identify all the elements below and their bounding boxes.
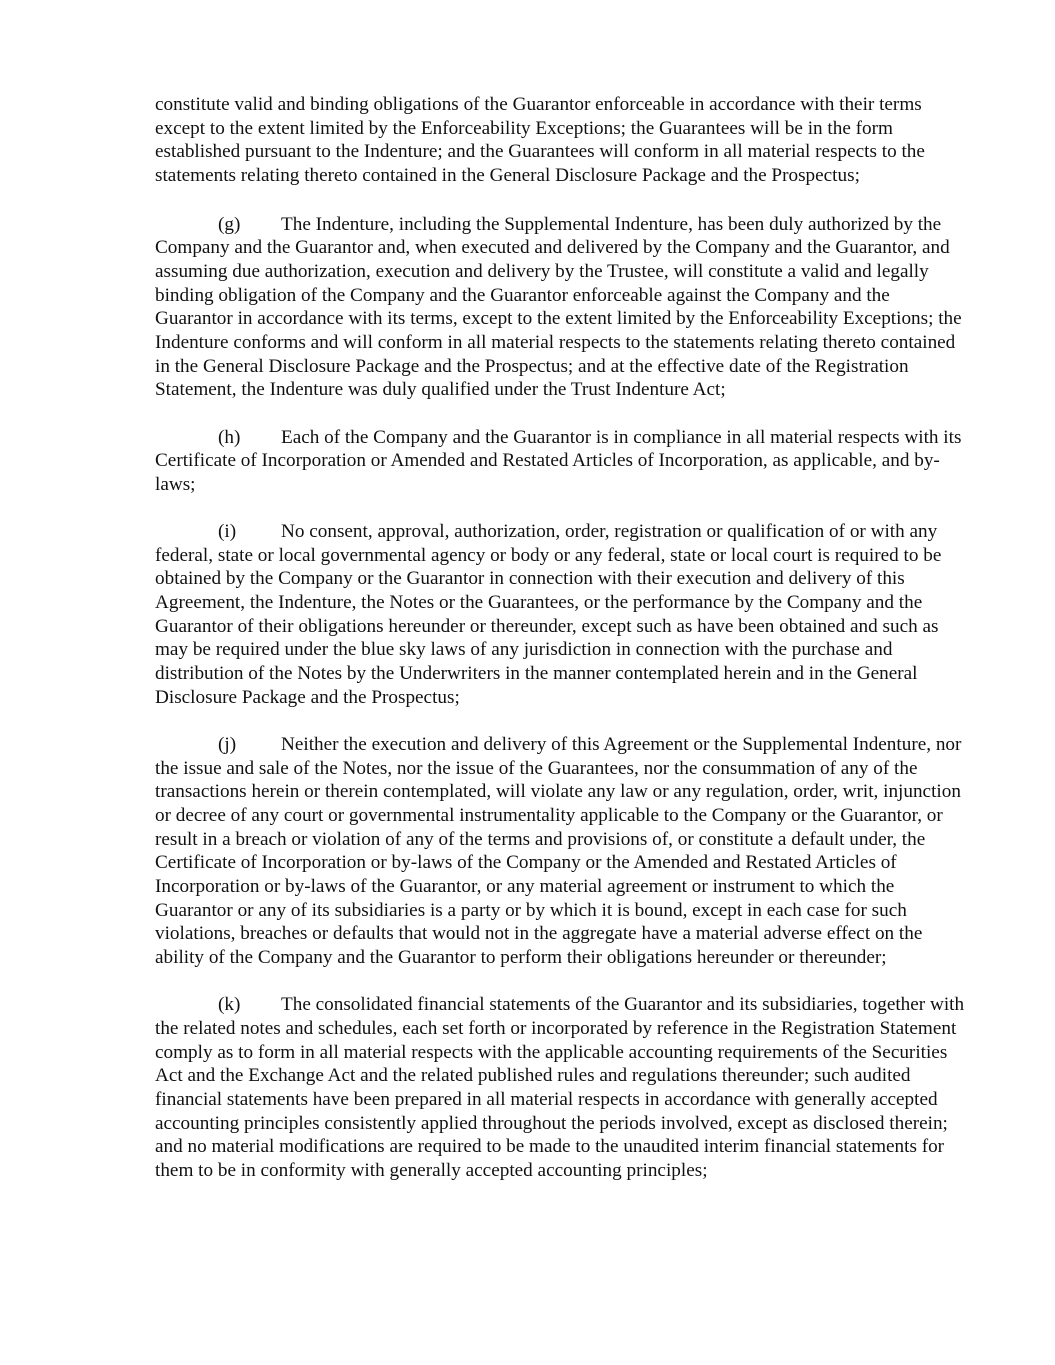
paragraph-label: (k) (218, 994, 241, 1016)
paragraph-text: The Indenture, including the Supplemental Indenture, has been duly authorized by the Company and the Guarantor and, when executed and delivered by the Company and the Guarantor, and assuming due authorization, execution and delivery by the Trustee, will constitute a valid and legally binding obligation of the Company and the Guarantor enforceable against the Company and the Guarantor in accordance with its terms, except to the extent limited by the Enforceability Exceptions; the Indenture conforms and will conform in all material respects to the statements relating thereto contained in the General Disclosure Package and the Prospectus; and at the effective date of the Registration Statement, the Indenture was duly qualified under the Trust Indenture Act; (155, 213, 962, 401)
paragraph-g (155, 213, 967, 402)
paragraph-text: The consolidated financial statements of the Guarantor and its subsidiaries, together with the related notes and schedules, each set forth or incorporated by reference in the Registration Statement comply as to form in all material respects with the applicable accounting requirements of the Securities Act and the Exchange Act and the related published rules and regulations thereunder; such audited financial statements have been prepared in all material respects in accordance with generally accepted accounting principles consistently applied throughout the periods involved, except as disclosed therein; and no material modifications are required to be made to the unaudited interim financial statements for them to be in conformity with generally accepted accounting principles; (155, 994, 965, 1181)
paragraph-h (155, 426, 967, 497)
paragraph-label: (i) (218, 521, 237, 543)
continued-paragraph: constitute valid and binding obligations of the Guarantor enforceable in accordance with their terms except to the extent limited by the Enforceability Exceptions; the Guarantees will be in the form established pursuant to the Indenture; and the Guarantees will conform in all material respects to the statements relating thereto contained in the General Disclosure Package and the Prospectus; (155, 94, 925, 186)
paragraph-label: (h) (218, 426, 241, 448)
paragraph-text: Neither the execution and delivery of this Agreement or the Supplemental Indenture, nor the issue and sale of the Notes, nor the issue of the Guarantees, nor the consummation of any of the transactions herein or therein contemplated, will violate any law or any regulation, order, writ, injunction or decree of any court or governmental instrumentality applicable to the Company or the Guarantor, or result in a breach or violation of any of the terms and provisions of, or constitute a default under, the Certificate of Incorporation or by-laws of the Company or the Amended and Restated Articles of Incorporation or by-laws of the Guarantor, or any material agreement or instrument to which the Guarantor or any of its subsidiaries is a party or by which it is bound, except in each case for such violations, breaches or defaults that would not in the aggregate have a material adverse effect on the ability of the Company and the Guarantor to perform their obligations hereunder or thereunder; (155, 734, 962, 968)
paragraph-text: No consent, approval, authorization, order, registration or qualification of or with any federal, state or local governmental agency or body or any federal, state or local court is required to be obtained by the Company or the Guarantor in connection with their execution and delivery of this Agreement, the Indenture, the Notes or the Guarantees, or the performance by the Company and the Guarantor of their obligations hereunder or thereunder, except such as have been obtained and such as may be required under the blue sky laws of any jurisdiction in connection with the purchase and distribution of the Notes by the Underwriters in the manner contemplated herein and in the General Disclosure Package and the Prospectus; (155, 521, 942, 708)
paragraph-label: (g) (218, 213, 241, 235)
paragraph-j (155, 733, 967, 970)
paragraph-label: (j) (218, 734, 237, 756)
paragraph-text: Each of the Company and the Guarantor is in compliance in all material respects with its Certificate of Incorporation or Amended and Restated Articles of Incorporation, as applicable, and by-laws; (155, 426, 962, 495)
document-page (155, 93, 967, 1206)
paragraph-i (155, 520, 967, 709)
paragraph-k (155, 993, 967, 1182)
